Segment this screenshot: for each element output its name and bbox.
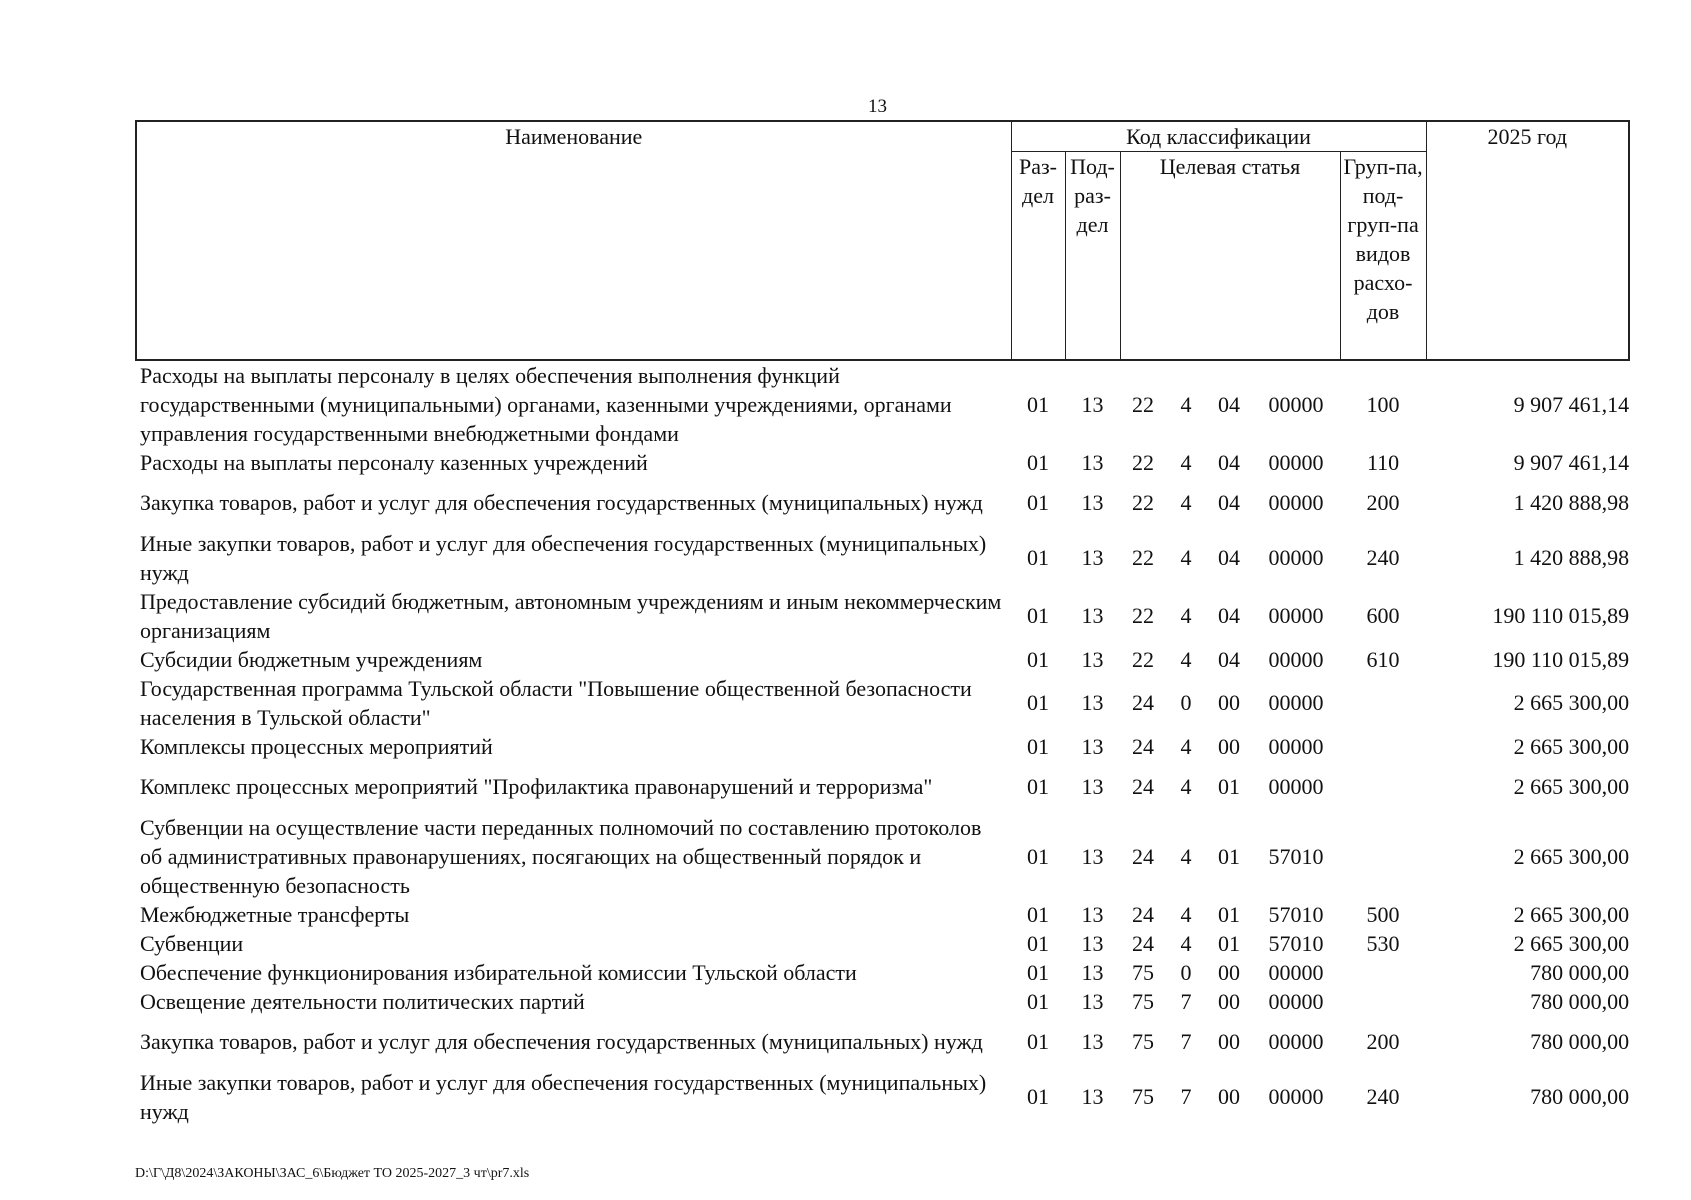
target-code-sub: 04 <box>1218 603 1240 628</box>
row-name: Государственная программа Тульской области "Повышение общественной безопасности населения в Тульской области" <box>140 675 972 730</box>
table-row <box>136 587 1629 645</box>
podrazdel-code: 13 <box>1081 959 1104 985</box>
target-code-direction: 00000 <box>1268 733 1324 759</box>
target-code-direction: 00000 <box>1268 391 1324 417</box>
target-code-program: 24 <box>1132 733 1154 759</box>
target-code-direction: 00000 <box>1268 545 1324 570</box>
expense-group-code: 240 <box>1366 1084 1400 1109</box>
target-code-type: 7 <box>1180 1084 1192 1109</box>
amount-value: 780 000,00 <box>1530 988 1630 1014</box>
razdel-code: 01 <box>1027 545 1049 570</box>
target-code-type: 4 <box>1180 490 1192 515</box>
row-name: Предоставление субсидий бюджетным, автономным учреждениям и иным некоммерческим организациям <box>140 588 1002 643</box>
target-code-sub: 04 <box>1218 490 1240 515</box>
target-code-type: 4 <box>1180 391 1192 417</box>
target-code-program: 24 <box>1132 901 1154 927</box>
target-code-sub: 01 <box>1218 930 1240 956</box>
podrazdel-code: 13 <box>1081 774 1104 799</box>
expense-group-code: 600 <box>1366 603 1400 628</box>
row-name: Комплексы процессных мероприятий <box>140 733 493 759</box>
table-row <box>136 674 1629 732</box>
amount-value: 1 420 888,98 <box>1513 545 1630 570</box>
table-row <box>136 813 1629 900</box>
table-row <box>136 900 1629 929</box>
row-name: Субвенции на осуществление части переданных полномочий по составлению протоколов об административных правонарушениях, посягающих на общественный порядок и общественную безопасность <box>140 814 982 898</box>
target-code-direction: 00000 <box>1268 988 1324 1014</box>
table-row <box>136 929 1629 958</box>
target-code-type: 4 <box>1180 843 1192 869</box>
razdel-code: 01 <box>1027 490 1049 515</box>
target-code-direction: 00000 <box>1268 690 1324 715</box>
target-code-program: 75 <box>1132 988 1154 1014</box>
header-classification: Код классификации <box>1011 121 1426 152</box>
expense-group-code: 100 <box>1366 391 1400 417</box>
target-code-program: 22 <box>1132 490 1154 515</box>
page-number: 13 <box>868 96 887 117</box>
target-code-sub: 04 <box>1218 391 1240 417</box>
podrazdel-code: 13 <box>1081 901 1104 927</box>
table-row <box>136 477 1629 529</box>
target-code-program: 22 <box>1132 646 1154 672</box>
table-body <box>136 360 1629 1126</box>
target-code-program: 22 <box>1132 545 1154 570</box>
amount-value: 2 665 300,00 <box>1513 733 1630 759</box>
amount-value: 9 907 461,14 <box>1513 391 1630 417</box>
table-row <box>136 529 1629 587</box>
target-code-program: 24 <box>1132 843 1154 869</box>
header-name: Наименование <box>136 121 1011 360</box>
row-name: Закупка товаров, работ и услуг для обеспечения государственных (муниципальных) нужд <box>140 490 983 515</box>
target-code-direction: 57010 <box>1268 930 1324 956</box>
podrazdel-code: 13 <box>1081 391 1104 417</box>
expense-group-code: 610 <box>1366 646 1400 672</box>
target-code-program: 75 <box>1132 1029 1154 1054</box>
amount-value: 2 665 300,00 <box>1513 774 1630 799</box>
row-name: Иные закупки товаров, работ и услуг для обеспечения государственных (муниципальных) нужд <box>140 1069 987 1124</box>
expense-group-code: 200 <box>1366 1029 1400 1054</box>
razdel-code: 01 <box>1027 646 1049 672</box>
amount-value: 190 110 015,89 <box>1492 646 1630 672</box>
target-code-type: 4 <box>1180 930 1192 956</box>
expense-group-code <box>1340 761 1426 813</box>
target-code-sub: 04 <box>1218 646 1240 672</box>
expense-group-code: 110 <box>1366 449 1400 475</box>
expense-group-code <box>1340 987 1426 1016</box>
podrazdel-code: 13 <box>1081 1084 1104 1109</box>
podrazdel-code: 13 <box>1081 988 1104 1014</box>
amount-value: 2 665 300,00 <box>1513 901 1630 927</box>
podrazdel-code: 13 <box>1081 449 1104 475</box>
expense-group-code: 530 <box>1366 930 1400 956</box>
razdel-code: 01 <box>1027 901 1049 927</box>
podrazdel-code: 13 <box>1081 843 1104 869</box>
amount-value: 780 000,00 <box>1530 1084 1630 1109</box>
row-name: Субсидии бюджетным учреждениям <box>140 646 483 672</box>
expense-group-code <box>1340 732 1426 761</box>
header-razdel: Раз-дел <box>1011 152 1065 360</box>
header-year: 2025 год <box>1426 121 1629 360</box>
table-row <box>136 360 1629 448</box>
razdel-code: 01 <box>1027 843 1049 869</box>
razdel-code: 01 <box>1027 959 1049 985</box>
podrazdel-code: 13 <box>1081 603 1104 628</box>
table-row <box>136 958 1629 987</box>
amount-value: 1 420 888,98 <box>1513 490 1630 515</box>
target-code-direction: 57010 <box>1268 901 1324 927</box>
expense-group-code <box>1340 813 1426 900</box>
razdel-code: 01 <box>1027 930 1049 956</box>
razdel-code: 01 <box>1027 733 1049 759</box>
target-code-sub: 00 <box>1218 1029 1240 1054</box>
row-name: Расходы на выплаты персоналу казенных учреждений <box>140 449 648 475</box>
row-name: Комплекс процессных мероприятий "Профилактика правонарушений и терроризма" <box>140 774 933 799</box>
target-code-sub: 00 <box>1218 959 1240 985</box>
razdel-code: 01 <box>1027 391 1049 417</box>
razdel-code: 01 <box>1027 449 1049 475</box>
target-code-program: 75 <box>1132 1084 1154 1109</box>
target-code-sub: 00 <box>1218 690 1240 715</box>
razdel-code: 01 <box>1027 988 1049 1014</box>
target-code-direction: 00000 <box>1268 603 1324 628</box>
row-name: Расходы на выплаты персоналу в целях обеспечения выполнения функций государственными (муниципальными) органами, казенными учреждениями, органами управления государственными внебюджетными фондами <box>140 362 952 446</box>
expense-group-code <box>1340 958 1426 987</box>
target-code-program: 22 <box>1132 449 1154 475</box>
target-code-sub: 04 <box>1218 449 1240 475</box>
row-name: Иные закупки товаров, работ и услуг для обеспечения государственных (муниципальных) нужд <box>140 530 987 585</box>
podrazdel-code: 13 <box>1081 733 1104 759</box>
target-code-program: 24 <box>1132 930 1154 956</box>
razdel-code: 01 <box>1027 1029 1049 1054</box>
podrazdel-code: 13 <box>1081 1029 1104 1054</box>
target-code-direction: 00000 <box>1268 490 1324 515</box>
row-name: Освещение деятельности политических партий <box>140 988 585 1014</box>
podrazdel-code: 13 <box>1081 490 1104 515</box>
target-code-program: 24 <box>1132 690 1154 715</box>
amount-value: 780 000,00 <box>1530 959 1630 985</box>
row-name: Межбюджетные трансферты <box>140 901 410 927</box>
target-code-direction: 00000 <box>1268 646 1324 672</box>
amount-value: 2 665 300,00 <box>1513 930 1630 956</box>
target-code-direction: 00000 <box>1268 449 1324 475</box>
razdel-code: 01 <box>1027 603 1049 628</box>
row-name: Закупка товаров, работ и услуг для обеспечения государственных (муниципальных) нужд <box>140 1029 983 1054</box>
table-row <box>136 761 1629 813</box>
table-header <box>136 121 1629 360</box>
podrazdel-code: 13 <box>1081 545 1104 570</box>
target-code-type: 4 <box>1180 646 1192 672</box>
target-code-type: 0 <box>1180 959 1192 985</box>
target-code-direction: 00000 <box>1268 1029 1324 1054</box>
target-code-type: 4 <box>1180 774 1192 799</box>
expense-group-code <box>1340 674 1426 732</box>
row-name: Обеспечение функционирования избирательной комиссии Тульской области <box>140 959 857 985</box>
header-target: Целевая статья <box>1120 152 1340 360</box>
amount-value: 2 665 300,00 <box>1513 690 1630 715</box>
target-code-sub: 01 <box>1218 843 1240 869</box>
razdel-code: 01 <box>1027 690 1049 715</box>
target-code-type: 0 <box>1180 690 1192 715</box>
target-code-sub: 04 <box>1218 545 1240 570</box>
podrazdel-code: 13 <box>1081 646 1104 672</box>
expense-group-code: 200 <box>1366 490 1400 515</box>
target-code-direction: 00000 <box>1268 959 1324 985</box>
amount-value: 190 110 015,89 <box>1492 603 1630 628</box>
table-row <box>136 448 1629 477</box>
target-code-program: 22 <box>1132 391 1154 417</box>
podrazdel-code: 13 <box>1081 690 1104 715</box>
target-code-type: 4 <box>1180 545 1192 570</box>
target-code-sub: 00 <box>1218 988 1240 1014</box>
budget-table <box>135 120 1630 1126</box>
expense-group-code: 240 <box>1366 545 1400 570</box>
table-row <box>136 732 1629 761</box>
amount-value: 2 665 300,00 <box>1513 843 1630 869</box>
target-code-sub: 01 <box>1218 774 1240 799</box>
target-code-sub: 00 <box>1218 733 1240 759</box>
target-code-sub: 01 <box>1218 901 1240 927</box>
razdel-code: 01 <box>1027 1084 1049 1109</box>
target-code-type: 4 <box>1180 449 1192 475</box>
target-code-type: 4 <box>1180 733 1192 759</box>
row-name: Субвенции <box>140 930 244 956</box>
podrazdel-code: 13 <box>1081 930 1104 956</box>
target-code-sub: 00 <box>1218 1084 1240 1109</box>
target-code-program: 24 <box>1132 774 1154 799</box>
amount-value: 780 000,00 <box>1530 1029 1630 1054</box>
target-code-type: 7 <box>1180 988 1192 1014</box>
expense-group-code: 500 <box>1366 901 1400 927</box>
target-code-direction: 57010 <box>1268 843 1324 869</box>
table-row <box>136 987 1629 1016</box>
target-code-direction: 00000 <box>1268 1084 1324 1109</box>
target-code-type: 4 <box>1180 603 1192 628</box>
amount-value: 9 907 461,14 <box>1513 449 1630 475</box>
target-code-type: 4 <box>1180 901 1192 927</box>
razdel-code: 01 <box>1027 774 1049 799</box>
table-row <box>136 645 1629 674</box>
target-code-type: 7 <box>1180 1029 1192 1054</box>
file-path-footer: D:\Г\Д8\2024\ЗАКОНЫ\ЗАС_6\Бюджет ТО 2025-2027_3 чт\pr7.xls <box>135 1166 530 1181</box>
header-podrazdel: Под-раз-дел <box>1065 152 1120 360</box>
header-group: Груп-па, под-груп-па видов расхо-дов <box>1340 152 1426 360</box>
target-code-program: 75 <box>1132 959 1154 985</box>
target-code-direction: 00000 <box>1268 774 1324 799</box>
table-row <box>136 1068 1629 1126</box>
table-row <box>136 1016 1629 1068</box>
target-code-program: 22 <box>1132 603 1154 628</box>
